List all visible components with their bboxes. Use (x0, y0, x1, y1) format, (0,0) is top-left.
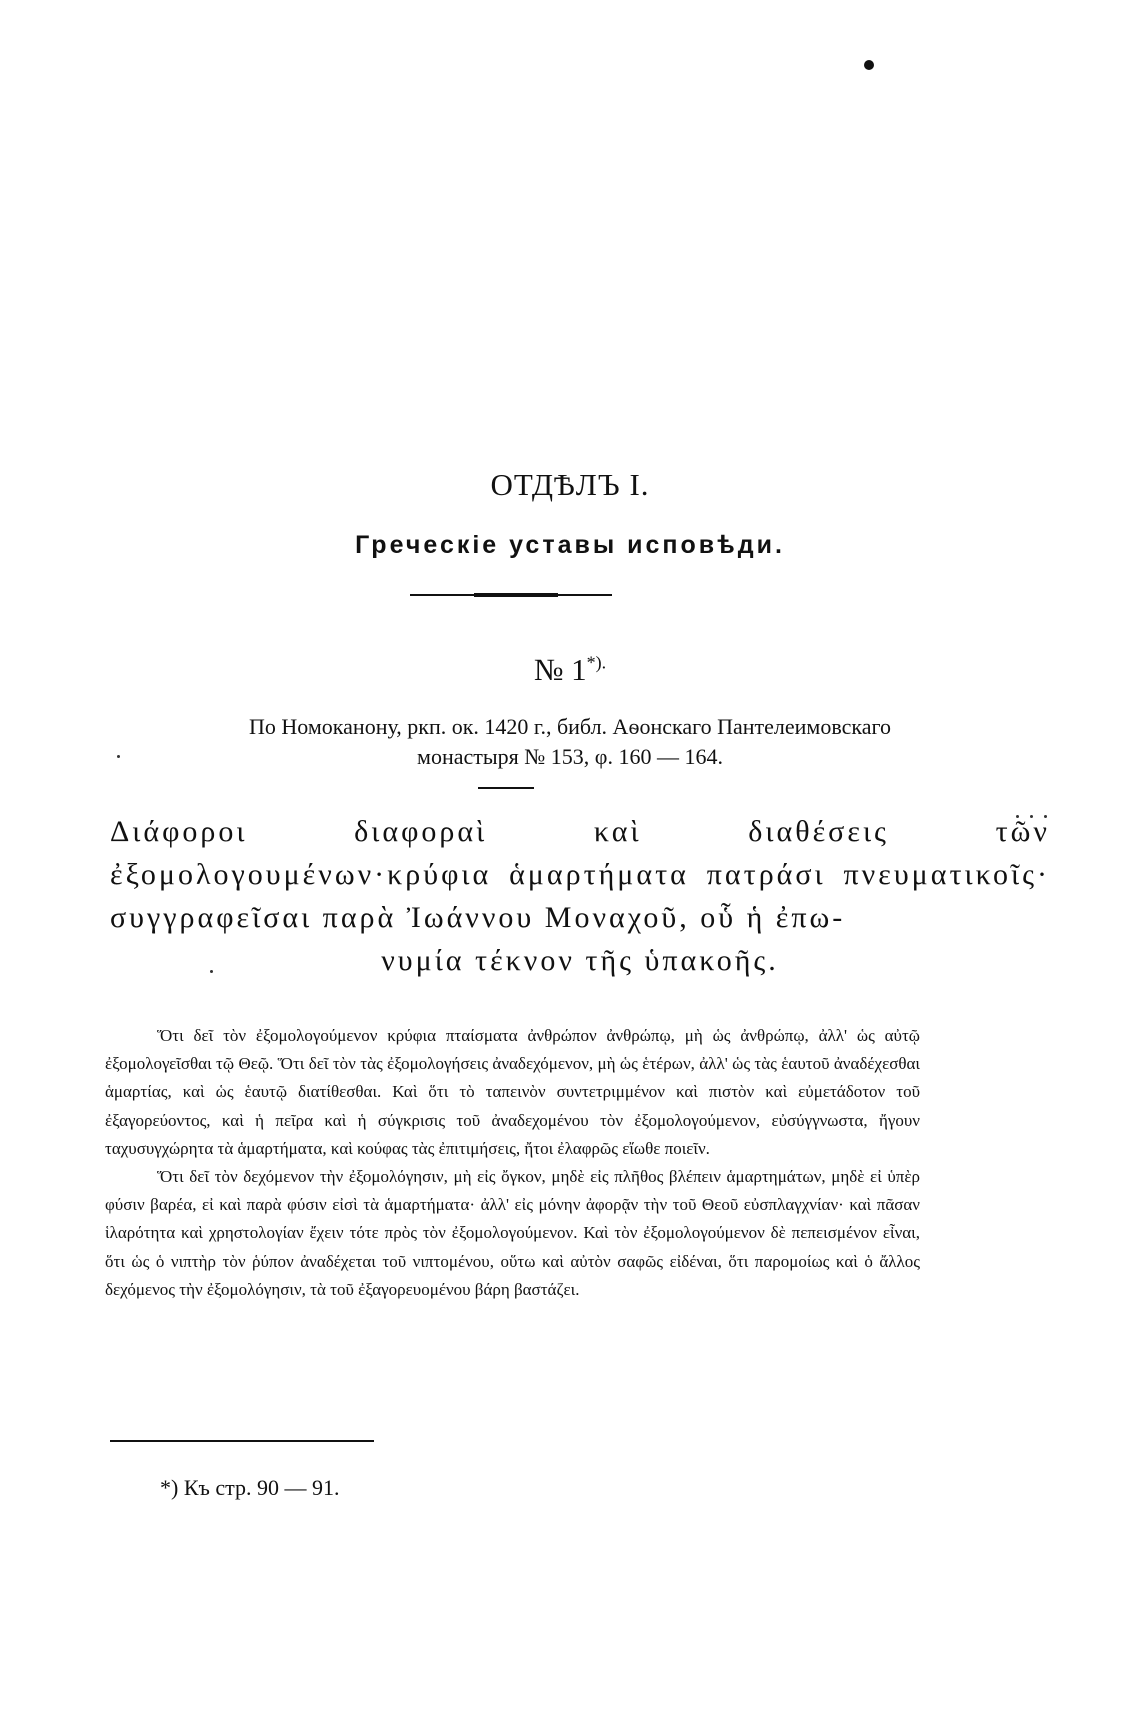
section-subtitle: Греческіе уставы исповѣди. (355, 531, 785, 559)
body-paragraph-1: Ὅτι δεῖ τὸν ἐξομολογούμενον κρύφια πταίσματα ἀνθρώπον ἀνθρώπῳ, μὴ ὡς ἀνθρώπῳ, ἀλλ' ὡς αὐτῷ ἐξομολογεῖσθαι τῷ Θεῷ. Ὅτι δεῖ τὸν τὰς ἐξομολογήσεις ἀναδεχόμενον, μὴ ὡς ἑτέρων, ἀλλ' ὡς τὰς ἑαυτοῦ ἀναδέχεσθαι ἁμαρτίας, καὶ ὡς ἑαυτῷ διατίθεσθαι. Καὶ ὅτι τὸ ταπεινὸν συντετριμμένον καὶ πιστὸν καὶ εὐμετάδοτον τοῦ ἐξαγορεύοντος, καὶ ἡ πεῖρα καὶ ἡ σύγκρισις τοῦ ἀναδεχομένου τὸν ἐξομολογούμενον, εὐσύγγνωστα, ἤγουν ταχυσυγχώρητα τὰ ἁμαρτήματα, καὶ κούφας τὰς ἐπιτιμήσεις, ἤτοι ἐλαφρῶς εἴωθε ποιεῖν. (105, 1026, 920, 1158)
greek-title-last-line: νυμία τέκνον τῆς ὑπακοῆς. (381, 944, 779, 977)
footnote: *) Къ стр. 90 — 91. (160, 1475, 340, 1500)
divider-rule-left (410, 594, 474, 596)
ink-dot (864, 60, 874, 70)
short-divider-rule (478, 787, 534, 789)
body-text (105, 1022, 920, 1304)
footnote-marker: *). (586, 652, 607, 673)
greek-title-text: Διάφοροι διαφοραὶ καὶ διαθέσεις τῶν ἐξομολογουμένων·κρύφια ἁμαρτήματα πατράσι πνευματικοῖς· συγγραφεῖσαι παρὰ Ἰωάννου Μοναχοῦ, οὗ ἡ ἐπω- (110, 815, 1050, 934)
source-citation (80, 712, 1060, 772)
footnote-separator (110, 1440, 374, 1442)
divider-rule-right (558, 594, 612, 596)
source-line-2: монастыря № 153, φ. 160 — 164. (417, 744, 723, 769)
source-line-1: По Номоканону, ркп. ок. 1420 г., библ. Аѳонскаго Пантелеимовскаго (249, 714, 891, 739)
body-paragraph-2: Ὅτι δεῖ τὸν δεχόμενον τὴν ἐξομολόγησιν, μὴ εἰς ὄγκον, μηδὲ εἰς πλῆθος βλέπειν ἁμαρτημάτων, μηδὲ εἰ ὑπὲρ φύσιν βαρέα, εἰ καὶ παρὰ φύσιν εἰσὶ τὰ ἁμαρτήματα· ἀλλ' εἰς μόνην ἀφορᾷν τὴν τοῦ Θεοῦ εὐσπλαγχνίαν· καὶ πᾶσαν ἱλαρότητα καὶ χρηστολογίαν ἔχειν τότε πρὸς τὸν ἐξομολογούμενον. Καὶ τὸν ἐξομολογούμενον δὲ πεπεισμένον εἶναι, ὅτι ὡς ὁ νιπτὴρ τὸν ῥύπον ἀναδέχεται τοῦ νιπτομένου, οὕτω καὶ αὐτὸν σαφῶς εἰδέναι, ὅτι παρομοίως καὶ ὁ ἄλλος δεχόμενος τὴν ἐξομολόγησιν, τὰ τοῦ ἐξαγορευομένου βάρη βαστάζει. (105, 1167, 920, 1299)
section-heading: ОТДѢЛЪ I. (490, 467, 650, 502)
entry-number-label: № 1 (533, 652, 587, 687)
greek-title (110, 810, 1050, 982)
entry-number (0, 652, 1140, 688)
divider-rule-center (474, 593, 558, 597)
